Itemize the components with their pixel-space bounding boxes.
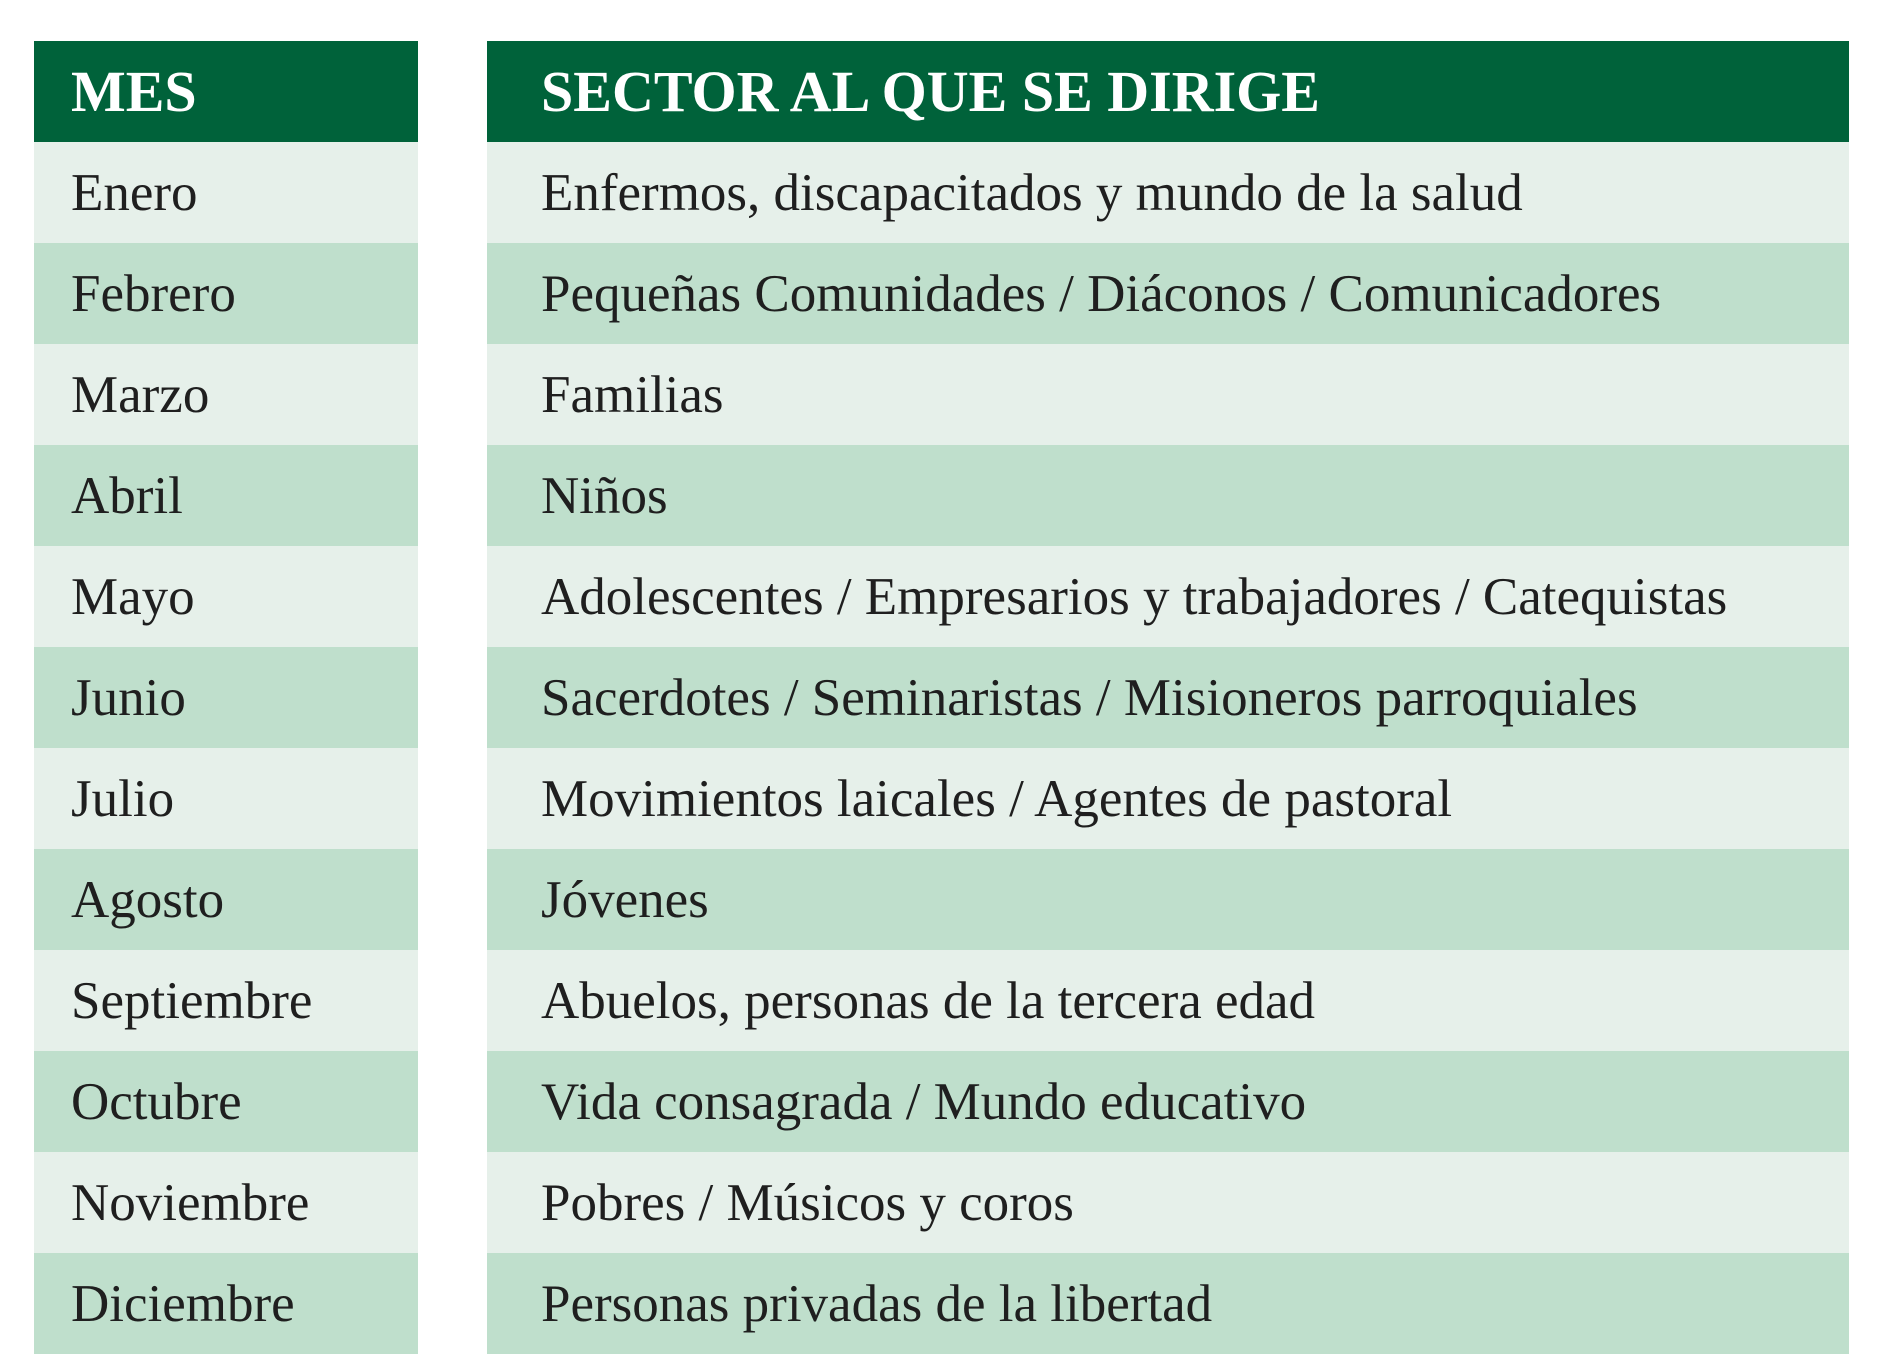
month-cell: Junio: [34, 647, 418, 748]
sector-cell: Pobres / Músicos y coros: [487, 1152, 1849, 1253]
sector-cell: Jóvenes: [487, 849, 1849, 950]
month-cell: Diciembre: [34, 1253, 418, 1354]
month-cell: Noviembre: [34, 1152, 418, 1253]
sector-cell: Niños: [487, 445, 1849, 546]
month-cell: Mayo: [34, 546, 418, 647]
month-cell: Febrero: [34, 243, 418, 344]
sector-cell: Pequeñas Comunidades / Diáconos / Comunicadores: [487, 243, 1849, 344]
sector-cell: Movimientos laicales / Agentes de pastoral: [487, 748, 1849, 849]
month-header: MES: [34, 41, 418, 142]
month-cell: Marzo: [34, 344, 418, 445]
sector-cell: Familias: [487, 344, 1849, 445]
month-cell: Enero: [34, 142, 418, 243]
sector-cell: Vida consagrada / Mundo educativo: [487, 1051, 1849, 1152]
month-cell: Agosto: [34, 849, 418, 950]
month-cell: Septiembre: [34, 950, 418, 1051]
month-cell: Julio: [34, 748, 418, 849]
sector-header: SECTOR AL QUE SE DIRIGE: [487, 41, 1849, 142]
sector-cell: Adolescentes / Empresarios y trabajadores / Catequistas: [487, 546, 1849, 647]
sector-column: [487, 41, 1849, 1354]
sector-cell: Abuelos, personas de la tercera edad: [487, 950, 1849, 1051]
sector-cell: Sacerdotes / Seminaristas / Misioneros parroquiales: [487, 647, 1849, 748]
month-cell: Abril: [34, 445, 418, 546]
sector-cell: Personas privadas de la libertad: [487, 1253, 1849, 1354]
month-column: [34, 41, 418, 1354]
sector-cell: Enfermos, discapacitados y mundo de la salud: [487, 142, 1849, 243]
month-cell: Octubre: [34, 1051, 418, 1152]
